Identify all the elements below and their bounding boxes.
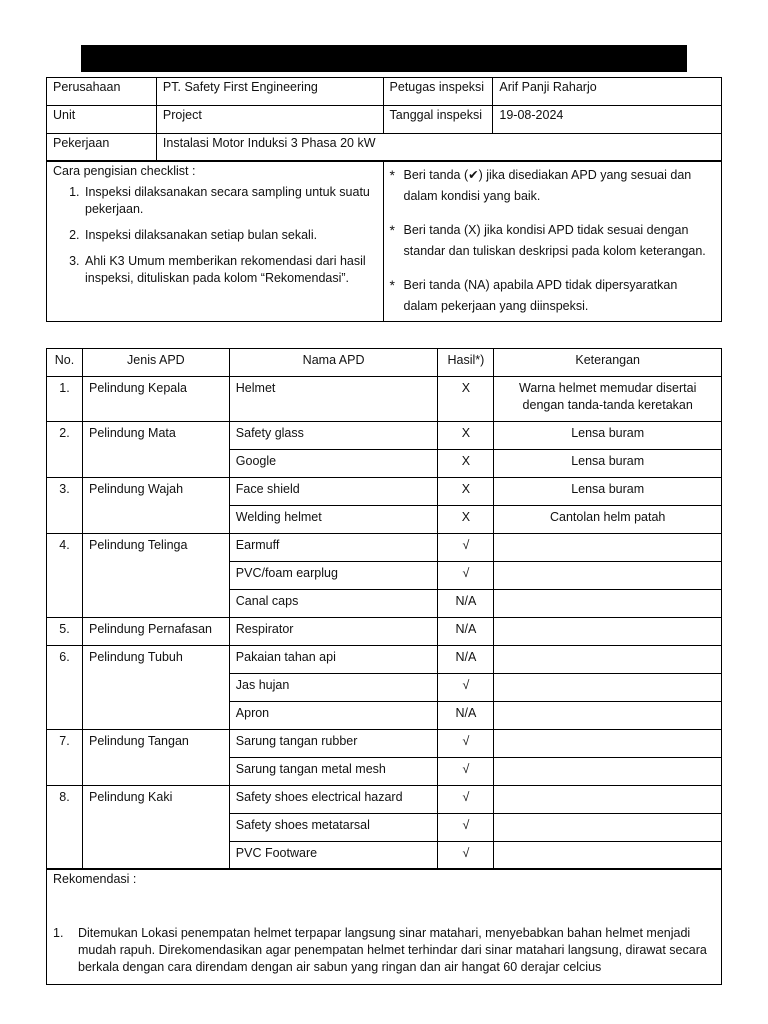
instruction-note-text: Beri tanda (X) jika kondisi APD tidak sesuai dengan standar dan tuliskan deskripsi pada kolom keterangan. [403, 223, 706, 258]
hasil-cell: √ [438, 674, 494, 702]
rekomendasi-table [46, 868, 722, 985]
hasil-cell: N/A [438, 590, 494, 618]
hasil-cell: √ [438, 534, 494, 562]
hasil-cell: N/A [438, 618, 494, 646]
pekerjaan-label: Pekerjaan [47, 134, 157, 162]
hasil-cell: √ [438, 814, 494, 842]
jenis-apd-cell: Pelindung Kaki [82, 786, 229, 870]
instructions-steps-list [53, 184, 377, 287]
row-number: 6. [47, 646, 83, 730]
table-row [47, 730, 722, 758]
keterangan-cell: Lensa buram [494, 450, 722, 478]
keterangan-cell: Cantolan helm patah [494, 506, 722, 534]
nama-apd-cell: Helmet [229, 377, 438, 422]
keterangan-cell [494, 618, 722, 646]
nama-apd-cell: PVC/foam earplug [229, 562, 438, 590]
nama-apd-cell: Jas hujan [229, 674, 438, 702]
table-row [47, 786, 722, 814]
asterisk-bullet: * [389, 167, 395, 183]
nama-apd-cell: Welding helmet [229, 506, 438, 534]
header-keterangan: Keterangan [494, 349, 722, 377]
asterisk-bullet: * [389, 277, 395, 293]
row-number: 1. [47, 377, 83, 422]
rekomendasi-cell [47, 869, 722, 985]
instruction-note-text: Beri tanda (✔) jika disediakan APD yang sesuai dan dalam kondisi yang baik. [403, 168, 692, 203]
hasil-cell: X [438, 506, 494, 534]
instructions-table [46, 160, 722, 322]
hasil-cell: X [438, 422, 494, 450]
apd-header-row [47, 349, 722, 377]
unit-value: Project [156, 106, 383, 134]
nama-apd-cell: Sarung tangan metal mesh [229, 758, 438, 786]
keterangan-cell [494, 786, 722, 814]
nama-apd-cell: Google [229, 450, 438, 478]
hasil-cell: X [438, 478, 494, 506]
keterangan-cell [494, 534, 722, 562]
instructions-notes-cell [383, 161, 721, 322]
rekomendasi-item-number: 1. [53, 926, 64, 940]
hasil-cell: X [438, 377, 494, 422]
tanggal-value: 19-08-2024 [493, 106, 722, 134]
jenis-apd-cell: Pelindung Tangan [82, 730, 229, 786]
table-row [47, 646, 722, 674]
row-number: 7. [47, 730, 83, 786]
header-jenis-apd: Jenis APD [82, 349, 229, 377]
table-row [47, 422, 722, 450]
instruction-note [390, 165, 713, 207]
nama-apd-cell: Safety shoes electrical hazard [229, 786, 438, 814]
hasil-cell: √ [438, 758, 494, 786]
keterangan-cell [494, 562, 722, 590]
nama-apd-cell: Earmuff [229, 534, 438, 562]
info-row-pekerjaan [47, 134, 722, 162]
jenis-apd-cell: Pelindung Wajah [82, 478, 229, 534]
hasil-cell: √ [438, 730, 494, 758]
perusahaan-label: Perusahaan [47, 78, 157, 106]
row-number: 5. [47, 618, 83, 646]
instruction-step: 3. Ahli K3 Umum memberikan rekomendasi dari hasil inspeksi, dituliskan pada kolom “Rekomendasi”. [83, 253, 377, 287]
hasil-cell: √ [438, 786, 494, 814]
nama-apd-cell: Pakaian tahan api [229, 646, 438, 674]
instructions-steps-cell [47, 161, 384, 322]
row-number: 8. [47, 786, 83, 870]
header-hasil: Hasil*) [438, 349, 494, 377]
jenis-apd-cell: Pelindung Telinga [82, 534, 229, 618]
nama-apd-cell: Safety shoes metatarsal [229, 814, 438, 842]
rekomendasi-item [53, 925, 715, 976]
keterangan-cell [494, 814, 722, 842]
keterangan-cell [494, 674, 722, 702]
keterangan-cell: Lensa buram [494, 422, 722, 450]
apd-table-body [47, 377, 722, 870]
keterangan-cell [494, 590, 722, 618]
instruction-note [390, 220, 713, 262]
nama-apd-cell: Face shield [229, 478, 438, 506]
petugas-label: Petugas inspeksi [383, 78, 493, 106]
nama-apd-cell: PVC Footware [229, 842, 438, 870]
hasil-cell: N/A [438, 646, 494, 674]
keterangan-cell [494, 758, 722, 786]
keterangan-cell [494, 842, 722, 870]
row-number: 4. [47, 534, 83, 618]
keterangan-cell: Lensa buram [494, 478, 722, 506]
jenis-apd-cell: Pelindung Kepala [82, 377, 229, 422]
table-row [47, 478, 722, 506]
jenis-apd-cell: Pelindung Pernafasan [82, 618, 229, 646]
rekomendasi-label: Rekomendasi : [53, 872, 137, 886]
keterangan-cell [494, 730, 722, 758]
pekerjaan-value: Instalasi Motor Induksi 3 Phasa 20 kW [156, 134, 721, 162]
hasil-cell: N/A [438, 702, 494, 730]
apd-checklist-table [46, 348, 722, 870]
instruction-step: 2. Inspeksi dilaksanakan setiap bulan sekali. [83, 227, 377, 244]
nama-apd-cell: Canal caps [229, 590, 438, 618]
header-nama-apd: Nama APD [229, 349, 438, 377]
nama-apd-cell: Respirator [229, 618, 438, 646]
header-no: No. [47, 349, 83, 377]
instruction-note [390, 275, 713, 317]
table-row [47, 534, 722, 562]
keterangan-cell: Warna helmet memudar disertai dengan tanda-tanda keretakan [494, 377, 722, 422]
table-row [47, 618, 722, 646]
info-table [46, 77, 722, 162]
keterangan-cell [494, 646, 722, 674]
info-row-unit [47, 106, 722, 134]
jenis-apd-cell: Pelindung Tubuh [82, 646, 229, 730]
hasil-cell: √ [438, 842, 494, 870]
table-row [47, 377, 722, 422]
perusahaan-value: PT. Safety First Engineering [156, 78, 383, 106]
row-number: 2. [47, 422, 83, 478]
instruction-note-text: Beri tanda (NA) apabila APD tidak dipersyaratkan dalam pekerjaan yang diinspeksi. [403, 278, 678, 313]
instructions-title: Cara pengisian checklist : [53, 164, 196, 178]
nama-apd-cell: Apron [229, 702, 438, 730]
info-row-perusahaan [47, 78, 722, 106]
tanggal-label: Tanggal inspeksi [383, 106, 493, 134]
nama-apd-cell: Sarung tangan rubber [229, 730, 438, 758]
hasil-cell: √ [438, 562, 494, 590]
jenis-apd-cell: Pelindung Mata [82, 422, 229, 478]
nama-apd-cell: Safety glass [229, 422, 438, 450]
hasil-cell: X [438, 450, 494, 478]
unit-label: Unit [47, 106, 157, 134]
petugas-value: Arif Panji Raharjo [493, 78, 722, 106]
keterangan-cell [494, 702, 722, 730]
rekomendasi-item-text: Ditemukan Lokasi penempatan helmet terpapar langsung sinar matahari, menyebabkan bahan helmet menjadi mudah rapuh. Direkomendasikan agar penempatan helmet terhindar dari sinar matahari langsung, dirawat secara berkala dengan cara direndam dengan air sabun yang ringan dan air hangat 60 derajar celcius [78, 926, 707, 974]
asterisk-bullet: * [389, 222, 395, 238]
instruction-step: 1. Inspeksi dilaksanakan secara sampling untuk suatu pekerjaan. [83, 184, 377, 218]
row-number: 3. [47, 478, 83, 534]
title-redaction-bar [81, 45, 687, 72]
